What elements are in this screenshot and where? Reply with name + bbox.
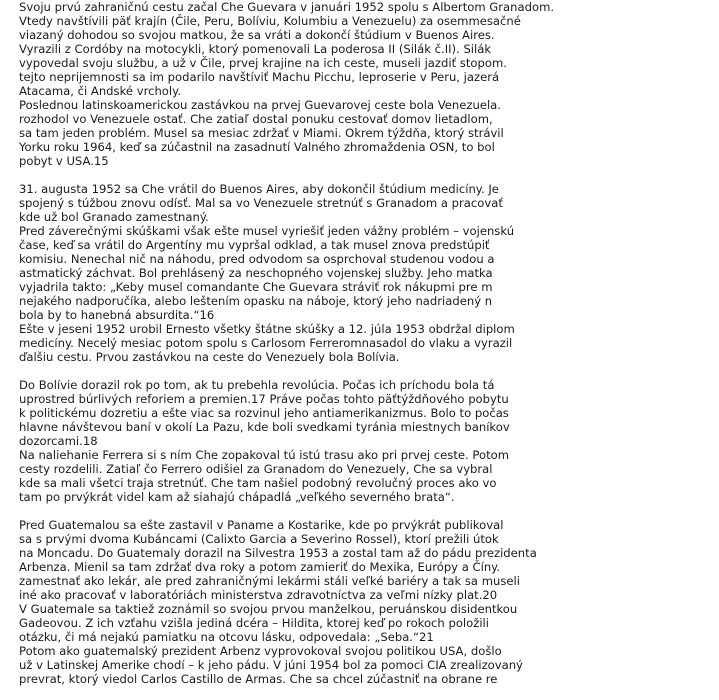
text-line: Potom ako guatemalský prezident Arbenz vyprovokoval svojou politikou USA, došlo	[19, 644, 502, 658]
text-line: Yorku roku 1964, keď sa zúčastnil na zasadnutí Valného zhromaždenia OSN, to bol	[19, 140, 495, 154]
text-line: vyjadrila takto: „Keby musel comandante Che Guevara stráviť rok nákupmi pre m	[19, 280, 493, 294]
text-line: komisiu. Nenechal nič na náhodu, pred odvodom sa osprchoval studenou vodou a	[19, 252, 495, 266]
text-line: medicíny. Necelý mesiac potom spolu s Carlosom Ferreromnasadol do vlaku a vyrazil	[19, 336, 513, 350]
text-line: tejto neprijemnosti sa im podarilo navštíviť Machu Picchu, leproserie v Peru, jazerá	[19, 70, 500, 84]
text-line: tam po prvýkrát videl kam až siahajú chápadlá „veľkého severného brata“.	[19, 490, 455, 504]
text-line: Na naliehanie Ferrera si s ním Che zopakoval tú istú trasu ako pri prvej ceste. Potom	[19, 448, 510, 462]
text-line: už v Latinskej Amerike chodí – k jeho pádu. V júni 1954 bol za pomoci CIA zrealizovaný	[19, 658, 523, 672]
text-line: sa tam jeden problém. Musel sa mesiac zdržať v Miami. Okrem týždňa, ktorý strávil	[19, 126, 504, 140]
text-line: astmatický záchvat. Bol prehlásený za neschopného vojenskej služby. Jeho matka	[19, 266, 493, 280]
text-line: V Guatemale sa taktiež zoznámil so svojou prvou manželkou, peruánskou disidentkou	[19, 602, 518, 616]
text-line: bola by to hanebná absurdita.“16	[19, 308, 215, 322]
text-line: kde už bol Granado zamestnaný.	[19, 210, 209, 224]
paragraph-gap	[19, 168, 719, 182]
text-line: kde sa mali všetci traja stretnúť. Che tam našiel podobný revolučný proces ako vo	[19, 476, 497, 490]
text-line: viazaný dohodou so svojou matkou, že sa vráti a dokončí štúdium v Buenos Aires.	[19, 28, 495, 42]
text-line: cesty rozdelili. Zatiaľ čo Ferrero odišiel za Granadom do Venezuely, Che sa vybral	[19, 462, 493, 476]
text-line: dozorcami.18	[19, 434, 98, 448]
text-line: iné ako pracovať v laboratóriách ministerstva zdravotníctva za veľmi nízky plat.20	[19, 588, 498, 602]
paragraph-4	[19, 518, 719, 686]
text-line: rozhodol vo Venezuele ostať. Che zatiaľ dostal ponuku cestovať domov lietadlom,	[19, 112, 493, 126]
text-line: uprostred búrlivých reforiem a premien.17 Práve počas tohto päťtýždňového pobytu	[19, 392, 509, 406]
text-line: otázku, či má nejakú pamiatku na otcovu lásku, odpovedala: „Seba.“21	[19, 630, 434, 644]
text-line: Vtedy navštívili päť krajín (Čile, Peru, Bolíviu, Kolumbiu a Venezuelu) za osemmesačné	[19, 14, 521, 28]
text-line: Arbenza. Mienil sa tam zdržať dva roky a potom zamieriť do Mexika, Európy a Číny.	[19, 560, 501, 574]
text-line: Poslednou latinskoamerickou zastávkou na prvej Guevarovej ceste bola Venezuela.	[19, 98, 501, 112]
article-text	[19, 0, 719, 686]
paragraph-2	[19, 182, 719, 364]
text-line: Pred záverečnými skúškami však ešte musel vyriešiť jeden vážny problém – vojenskú	[19, 224, 515, 238]
text-line: hlavne návštevou baní v okolí La Pazu, kde boli svedkami tyránia miestnych baníkov	[19, 420, 510, 434]
paragraph-gap	[19, 504, 719, 518]
text-line: Atacama, či Andské vrcholy.	[19, 84, 182, 98]
text-line: vypovedal svoju službu, a už v Čile, prvej krajine na ich ceste, museli jazdiť stopom.	[19, 56, 507, 70]
text-line: nejakého nadporučíka, alebo leštením opasku na náboje, ktorý jeho nadriadený n	[19, 294, 493, 308]
text-line: spojený s túžbou znovu odísť. Mal sa vo Venezuele stretnúť s Granadom a pracovať	[19, 196, 503, 210]
text-line: Pred Guatemalou sa ešte zastavil v Paname a Kostarike, kde po prvýkrát publikoval	[19, 518, 504, 532]
text-line: k politickému dozretiu a ešte viac sa rozvinul jeho antiamerikanizmus. Bolo to počas	[19, 406, 509, 420]
text-line: pobyt v USA.15	[19, 154, 109, 168]
text-line: Do Bolívie dorazil rok po tom, ak tu prebehla revolúcia. Počas ich príchodu bola tá	[19, 378, 495, 392]
text-line: sa s prvými dvoma Kubáncami (Calixto Garcia a Severino Rossel), ktorí prežili útok	[19, 532, 499, 546]
paragraph-3	[19, 378, 719, 504]
text-line: Gadeovou. Z ich vzťahu vzišla jediná dcéra – Hildita, ktorej keď po rokoch položili	[19, 616, 489, 630]
text-line: na Moncadu. Do Guatemaly dorazil na Silvestra 1953 a zostal tam až do pádu prezidenta	[19, 546, 537, 560]
text-line: 31. augusta 1952 sa Che vrátil do Buenos Aires, aby dokončil štúdium medicíny. Je	[19, 182, 499, 196]
text-line: čase, keď sa vrátil do Argentíny mu vypršal odklad, a tak musel znova predstúpiť	[19, 238, 490, 252]
text-line: zamestnať ako lekár, ale pred zahraničnými lekármi stáli veľké bariéry a tak sa museli	[19, 574, 520, 588]
text-line: Svoju prvú zahraničnú cestu začal Che Guevara v januári 1952 spolu s Albertom Granadom.	[19, 0, 555, 14]
text-line: Ešte v jeseni 1952 urobil Ernesto všetky štátne skúšky a 12. júla 1953 obdržal diplom	[19, 322, 515, 336]
paragraph-gap	[19, 364, 719, 378]
text-line: ďalšiu cestu. Prvou zastávkou na ceste do Venezuely bola Bolívia.	[19, 350, 400, 364]
text-line: Vyrazili z Cordóby na motocykli, ktorý pomenovali La poderosa II (Silák č.II). Silák	[19, 42, 492, 56]
text-line: prevrat, ktorý viedol Carlos Castillo de Armas. Che sa chcel zúčastniť na obrane re	[19, 672, 498, 686]
paragraph-1	[19, 0, 719, 168]
